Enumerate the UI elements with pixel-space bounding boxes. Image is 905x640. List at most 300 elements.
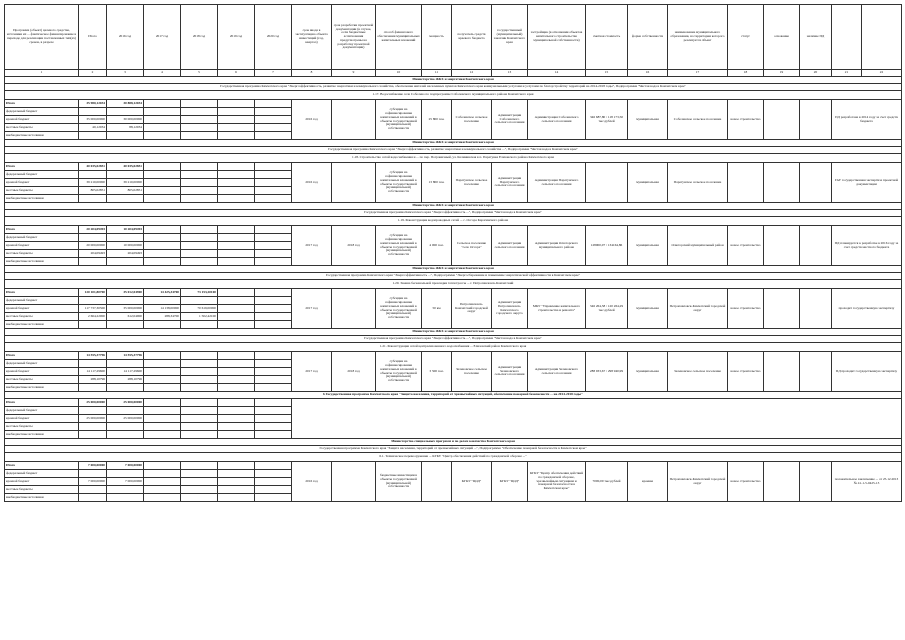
section-title-row xyxy=(5,140,902,147)
total-cell: 7 000,00000 xyxy=(79,478,107,486)
year-2018-cell: 1 502,42100 xyxy=(181,313,218,321)
year-2017-cell xyxy=(144,352,181,360)
year-2018-cell xyxy=(181,226,218,234)
year-2018-cell xyxy=(181,321,218,329)
financing-method-cell: субсидии на софинансирование капитальных вложений в объекты государственной (муниципальной) собственности xyxy=(376,226,422,266)
year-2018-cell xyxy=(181,132,218,140)
year-2019-cell xyxy=(218,470,255,478)
section-title: Министерство ЖКХ и энергетики Камчатского края xyxy=(5,329,902,336)
funding-source-label: краевой бюджет xyxy=(5,478,79,486)
column-number-cell: 5 xyxy=(181,70,218,77)
year-2018-cell xyxy=(181,250,218,258)
year-2019-cell xyxy=(218,108,255,116)
funding-source-label: местные бюджеты xyxy=(5,486,79,494)
year-2019-cell xyxy=(218,399,255,407)
total-cell: 20 204,09493 xyxy=(79,226,107,234)
year-2019-cell xyxy=(218,376,255,384)
municipality-cell: Олюторский муниципальный район xyxy=(668,226,728,266)
year-2018-cell xyxy=(181,352,218,360)
column-number-row xyxy=(5,70,902,77)
object-row xyxy=(5,343,902,352)
year-2016-cell: 30 888,12034 xyxy=(107,100,144,108)
funding-source-label: внебюджетные источники xyxy=(5,494,79,502)
year-2016-cell xyxy=(107,360,144,368)
year-2018-cell xyxy=(181,297,218,305)
commission-year-cell: 2017 год xyxy=(292,289,332,329)
year-2019-cell xyxy=(218,242,255,250)
year-2020-cell xyxy=(255,478,292,486)
funding-source-label: федеральный бюджет xyxy=(5,171,79,179)
total-cell: 35 000,00000 xyxy=(79,116,107,124)
design-period-cell xyxy=(332,289,376,329)
header-cell: застройщик (в отношении объектов капитального строительства муниципальной собственности) xyxy=(528,5,586,70)
year-2018-cell xyxy=(181,179,218,187)
funding-source-label: Итого xyxy=(5,462,79,470)
year-2020-cell xyxy=(255,494,292,502)
funding-source-label: федеральный бюджет xyxy=(5,470,79,478)
year-2018-cell xyxy=(181,384,218,392)
year-2017-cell xyxy=(144,478,181,486)
year-2020-cell xyxy=(255,163,292,171)
total-cell: 7 000,00000 xyxy=(79,462,107,470)
funding-source-label: внебюджетные источники xyxy=(5,321,79,329)
header-cell: Итого xyxy=(79,5,107,70)
year-2017-cell xyxy=(144,376,181,384)
year-2019-cell xyxy=(218,116,255,124)
column-number-cell: 8 xyxy=(292,70,332,77)
total-cell xyxy=(79,132,107,140)
funding-source-label: федеральный бюджет xyxy=(5,234,79,242)
section-title: Министерство ЖКХ и энергетики Камчатского края xyxy=(5,77,902,84)
year-2019-cell xyxy=(218,187,255,195)
year-2016-cell: 612,04900 xyxy=(107,313,144,321)
year-2016-cell xyxy=(107,384,144,392)
year-2020-cell xyxy=(255,226,292,234)
year-2017-cell xyxy=(144,486,181,494)
column-number-cell: 3 xyxy=(107,70,144,77)
blank-cell xyxy=(800,226,832,266)
header-cell: наименование муниципального образования, на территории которого реализуется объект xyxy=(668,5,728,70)
financing-method-cell: субсидии на софинансирование капитальных вложений в объекты государственной (муниципальной) собственности xyxy=(376,352,422,392)
year-2018-cell xyxy=(181,100,218,108)
year-2019-cell xyxy=(218,431,255,439)
year-2017-cell xyxy=(144,132,181,140)
year-2016-cell: 805,02851 xyxy=(107,187,144,195)
section-title-row xyxy=(5,329,902,336)
municipality-cell: Соболевское сельское поселение xyxy=(668,100,728,140)
object-title: 1.20. Замена бесканальной прокладки теплотрассы ... г. Петропавловск-Камчатский xyxy=(5,280,902,289)
column-number-cell: 4 xyxy=(144,70,181,77)
header-cell: 2018 год xyxy=(181,5,218,70)
blank-cell xyxy=(800,352,832,392)
header-cell xyxy=(832,5,862,70)
municipality-cell: Петропавловск-Камчатский городской округ xyxy=(668,289,728,329)
basis-cell xyxy=(764,352,800,392)
total-cell: 25 000,00000 xyxy=(79,399,107,407)
year-2020-cell xyxy=(255,116,292,124)
program-row xyxy=(5,84,902,91)
year-2019-cell xyxy=(218,234,255,242)
total-cell xyxy=(79,470,107,478)
column-number-cell: 21 xyxy=(832,70,862,77)
pd-cell: положительное заключение ... от 25.12.2013 № 41-1-5-0425-13 xyxy=(832,462,902,502)
year-2020-cell xyxy=(255,242,292,250)
funding-row xyxy=(5,289,902,297)
program-title: Государственная программа Камчатского края "Энергоэффективность ...", Подпрограмма "Энергосбережение и повышение энергетической эффективности в Камчатском крае" xyxy=(5,273,902,280)
year-2016-cell xyxy=(107,108,144,116)
program-title: Государственная программа Камчатского края "Энергоэффективность ...", Подпрограмма "Чистая вода в Камчатском крае" xyxy=(5,336,902,343)
year-2017-cell xyxy=(144,321,181,329)
year-2020-cell xyxy=(255,462,292,470)
year-2020-cell xyxy=(255,415,292,423)
funding-source-label: краевой бюджет xyxy=(5,368,79,376)
total-cell: 39 210,00000 xyxy=(79,179,107,187)
object-title: 1.18. Строительство сетей водоснабжения и ... по пер. Пограничный, ул. Калининская в п. Паратунка Елизовского района Камчатского края xyxy=(5,154,902,163)
year-2019-cell xyxy=(218,124,255,132)
header-cell: срок разработки проектной документации (в случае, если бюджетные ассигнования предусмотрены на разработку проектной документации) xyxy=(332,5,376,70)
year-2020-cell xyxy=(255,486,292,494)
estimate-cell: 346 687,80 / 118 173,50 тыс.рублей xyxy=(586,100,628,140)
pd-cell: проходит государственную экспертизу xyxy=(832,289,902,329)
year-2020-cell xyxy=(255,360,292,368)
section-title-row xyxy=(5,266,902,273)
program-title: Государственная программа Камчатского края "Защита населения, территорий от чрезвычайных ситуаций ...", Подпрограмма "Обеспечение пожарной безопасности в Камчатском крае" xyxy=(5,446,902,453)
program-row xyxy=(5,446,902,453)
year-2019-cell xyxy=(218,478,255,486)
recipient-cell: Сельское поселение "село Оссора" xyxy=(452,226,492,266)
total-cell xyxy=(79,431,107,439)
year-2020-cell xyxy=(255,250,292,258)
year-2016-cell: 30 000,00000 xyxy=(107,116,144,124)
total-cell xyxy=(79,494,107,502)
year-2019-cell xyxy=(218,486,255,494)
column-number-cell: 2 xyxy=(79,70,107,77)
funding-source-label: внебюджетные источники xyxy=(5,384,79,392)
funding-source-label: Итого xyxy=(5,163,79,171)
header-cell: 2020 год xyxy=(255,5,292,70)
developer-cell: Администрация Соболевского сельского поселения xyxy=(528,100,586,140)
year-2018-cell xyxy=(181,415,218,423)
program-title: Государственная программа Камчатского края "Энергоэффективность, развитие энергетики и коммунального хозяйства ...", Подпрограмма "Чистая вода в Камчатском крае" xyxy=(5,147,902,154)
year-2016-cell: 204,09493 xyxy=(107,250,144,258)
year-2020-cell xyxy=(255,171,292,179)
pd-cell: ПД проходит государственную экспертизу xyxy=(832,352,902,392)
funding-source-label: Итого xyxy=(5,100,79,108)
status-cell: новое строительство xyxy=(728,352,764,392)
recipient-cell: Паратунское сельское поселение xyxy=(452,163,492,203)
header-cell: получатель средств краевого бюджета xyxy=(452,5,492,70)
object-row xyxy=(5,217,902,226)
year-2017-cell xyxy=(144,100,181,108)
year-2016-cell: 14 555,37796 xyxy=(107,352,144,360)
year-2016-cell: 35 012,04900 xyxy=(107,289,144,297)
year-2018-cell xyxy=(181,486,218,494)
object-row xyxy=(5,91,902,100)
year-2018-cell xyxy=(181,234,218,242)
funding-source-label: местные бюджеты xyxy=(5,423,79,431)
funding-source-label: Итого xyxy=(5,352,79,360)
financing-method-cell: субсидии на софинансирование капитальных вложений в объекты государственной (муниципальной) собственности xyxy=(376,163,422,203)
funding-row xyxy=(5,100,902,108)
funding-row xyxy=(5,462,902,470)
year-2017-cell: 14 425,34700 xyxy=(144,289,181,297)
year-2020-cell xyxy=(255,376,292,384)
year-2017-cell xyxy=(144,423,181,431)
capacity-cell: 4 000 п.м. xyxy=(422,226,452,266)
year-2020-cell xyxy=(255,297,292,305)
year-2016-cell: 288,10796 xyxy=(107,376,144,384)
funding-source-label: краевой бюджет xyxy=(5,415,79,423)
program-row xyxy=(5,147,902,154)
section-title-row xyxy=(5,392,902,399)
year-2016-cell: 35 000,00000 xyxy=(107,305,144,313)
year-2019-cell xyxy=(218,100,255,108)
developer-cell: Администрация Олюторского муниципального района xyxy=(528,226,586,266)
recipient-cell: Зеленовское сельское поселение xyxy=(452,352,492,392)
ownership-cell: муниципальная xyxy=(628,289,668,329)
year-2017-cell: 14 138,00000 xyxy=(144,305,181,313)
funding-source-label: краевой бюджет xyxy=(5,242,79,250)
year-2016-cell xyxy=(107,195,144,203)
year-2018-cell xyxy=(181,399,218,407)
design-period-cell xyxy=(332,100,376,140)
column-number-cell: 20 xyxy=(800,70,832,77)
year-2019-cell xyxy=(218,368,255,376)
year-2020-cell xyxy=(255,321,292,329)
year-2019-cell xyxy=(218,258,255,266)
pd-cell: ПД разработана в 2014 году за счет средств бюджета xyxy=(832,100,902,140)
object-title: 1.19. Реконструкция водопроводных сетей ... с. Оссора Карагинского района xyxy=(5,217,902,226)
recipient-cell: Петропавловск-Камчатский городской округ xyxy=(452,289,492,329)
year-2017-cell xyxy=(144,124,181,132)
year-2020-cell xyxy=(255,470,292,478)
header-cell: основание xyxy=(764,5,800,70)
year-2020-cell xyxy=(255,132,292,140)
year-2016-cell xyxy=(107,423,144,431)
total-cell xyxy=(79,297,107,305)
funding-source-label: федеральный бюджет xyxy=(5,360,79,368)
funding-source-label: местные бюджеты xyxy=(5,313,79,321)
funding-row xyxy=(5,226,902,234)
municipality-cell: Паратунское сельское поселение xyxy=(668,163,728,203)
customer-cell: Администрация Зеленовского сельского поселения xyxy=(492,352,528,392)
capacity-cell: 13 800 п.м. xyxy=(422,163,452,203)
year-2017-cell xyxy=(144,407,181,415)
year-2019-cell xyxy=(218,423,255,431)
funding-source-label: местные бюджеты xyxy=(5,124,79,132)
funding-source-label: внебюджетные источники xyxy=(5,132,79,140)
header-cell: 2019 год xyxy=(218,5,255,70)
status-cell: новое строительство xyxy=(728,100,764,140)
total-cell: 120 101,80700 xyxy=(79,289,107,297)
column-number-cell: 10 xyxy=(376,70,422,77)
year-2019-cell xyxy=(218,195,255,203)
year-2018-cell xyxy=(181,494,218,502)
total-cell: 204,09493 xyxy=(79,250,107,258)
total-cell xyxy=(79,171,107,179)
recipient-cell: Соболевское сельское поселение xyxy=(452,100,492,140)
column-number-cell: 15 xyxy=(586,70,628,77)
year-2016-cell xyxy=(107,258,144,266)
blank-cell xyxy=(800,462,832,502)
year-2017-cell xyxy=(144,494,181,502)
header-cell: статус xyxy=(728,5,764,70)
customer-cell: Администрация сельского поселения xyxy=(492,226,528,266)
year-2016-cell: 25 000,00000 xyxy=(107,415,144,423)
commission-year-cell: 2016 год xyxy=(292,163,332,203)
object-row xyxy=(5,280,902,289)
recipient-cell: КГКУ "ЦОД" xyxy=(452,462,492,502)
total-cell xyxy=(79,195,107,203)
object-title: 6.1. Техническое перевооружение ... КГКУ "Центр обеспечения действий по гражданской обороне ..." xyxy=(5,453,902,462)
year-2016-cell: 14 117,29600 xyxy=(107,368,144,376)
basis-cell xyxy=(764,462,800,502)
commission-year-cell: 2016 год xyxy=(292,100,332,140)
total-cell: 20 000,00000 xyxy=(79,242,107,250)
year-2019-cell xyxy=(218,132,255,140)
year-2017-cell xyxy=(144,399,181,407)
basis-cell xyxy=(764,289,800,329)
year-2018-cell xyxy=(181,360,218,368)
header-cell: государственный (муниципальный) заказчик Камчатского края xyxy=(492,5,528,70)
year-2020-cell xyxy=(255,431,292,439)
year-2017-cell xyxy=(144,163,181,171)
funding-source-label: краевой бюджет xyxy=(5,305,79,313)
total-cell xyxy=(79,407,107,415)
year-2019-cell xyxy=(218,289,255,297)
year-2016-cell xyxy=(107,321,144,329)
object-title: 1.21. Реконструкция сетей централизованного водоснабжения ... Елизовский район Камчатского края xyxy=(5,343,902,352)
estimate-cell: 288 933,67 / 298 940,99 xyxy=(586,352,628,392)
funding-source-label: внебюджетные источники xyxy=(5,195,79,203)
funding-source-label: федеральный бюджет xyxy=(5,108,79,116)
program-title: Государственная программа Камчатского края "Энергоэффективность, развитие энергетики и коммунального хозяйства, обеспечение жителей населенных пунктов Камчатского края коммунальными услугами и услугами по благоустройству территорий на 2014-2018 годы", Подпрограмма "Чистая вода в Камчатском крае" xyxy=(5,84,902,91)
section-title-row xyxy=(5,439,902,446)
municipality-cell: Зеленовское сельское поселение xyxy=(668,352,728,392)
status-cell: новое строительство xyxy=(728,462,764,502)
funding-source-label: внебюджетные источники xyxy=(5,258,79,266)
year-2019-cell xyxy=(218,360,255,368)
funding-row xyxy=(5,352,902,360)
estimate-cell: 128000,07 / 134164,86 xyxy=(586,226,628,266)
year-2016-cell: 39 210,00000 xyxy=(107,179,144,187)
funding-source-label: Итого xyxy=(5,289,79,297)
year-2017-cell xyxy=(144,470,181,478)
total-cell xyxy=(79,108,107,116)
header-cell: срок ввода в эксплуатацию объекта инвестиций (год, квартал) xyxy=(292,5,332,70)
year-2020-cell xyxy=(255,124,292,132)
object-title: 1.17. Водоснабжение села Соболево по подпрограмме Соболевского муниципального района Камчатского края xyxy=(5,91,902,100)
year-2017-cell xyxy=(144,116,181,124)
year-2018-cell xyxy=(181,407,218,415)
year-2018-cell xyxy=(181,376,218,384)
header-cell: Программа (объект) целевого средства, источники их ... фактическое финансирование в переходе для реализации поставленных тип(ах) сроков, в разрезе xyxy=(5,5,79,70)
total-cell: 14 555,37796 xyxy=(79,352,107,360)
column-number-cell: 17 xyxy=(668,70,728,77)
header-cell: сметная стоимость xyxy=(586,5,628,70)
ownership-cell: муниципальная xyxy=(628,100,668,140)
year-2017-cell xyxy=(144,462,181,470)
program-row xyxy=(5,273,902,280)
pd-cell: ПД планируется к разработке в 2016 году за счет средств местного бюджета xyxy=(832,226,902,266)
total-cell: 14 117,29600 xyxy=(79,368,107,376)
year-2016-cell xyxy=(107,234,144,242)
column-number-cell: 1 xyxy=(5,70,79,77)
blank-cell xyxy=(292,399,902,439)
status-cell: новое строительство xyxy=(728,226,764,266)
section-title: Министерство ЖКХ и энергетики Камчатского края xyxy=(5,266,902,273)
year-2016-cell: 7 000,00000 xyxy=(107,462,144,470)
object-row xyxy=(5,453,902,462)
year-2019-cell xyxy=(218,305,255,313)
column-number-cell: 18 xyxy=(728,70,764,77)
year-2016-cell: 88,12034 xyxy=(107,124,144,132)
design-period-cell: 2018 год xyxy=(332,352,376,392)
total-cell: 2 664,22000 xyxy=(79,313,107,321)
section-title: Министерство ЖКХ и энергетики Камчатского края xyxy=(5,140,902,147)
column-number-cell: 9 xyxy=(332,70,376,77)
funding-source-label: местные бюджеты xyxy=(5,250,79,258)
section-title-row xyxy=(5,203,902,210)
funding-source-label: федеральный бюджет xyxy=(5,407,79,415)
year-2019-cell xyxy=(218,352,255,360)
design-period-cell xyxy=(332,163,376,203)
header-cell: 2017 год xyxy=(144,5,181,70)
total-cell xyxy=(79,258,107,266)
column-number-cell: 19 xyxy=(764,70,800,77)
year-2019-cell xyxy=(218,313,255,321)
year-2020-cell xyxy=(255,234,292,242)
year-2020-cell xyxy=(255,368,292,376)
design-period-cell: 2018 год xyxy=(332,226,376,266)
year-2018-cell xyxy=(181,116,218,124)
estimate-cell: 346 264,38 / 120 264,29 тыс.рублей xyxy=(586,289,628,329)
year-2016-cell: 10 204,09493 xyxy=(107,226,144,234)
year-2020-cell xyxy=(255,258,292,266)
year-2018-cell xyxy=(181,163,218,171)
year-2020-cell xyxy=(255,100,292,108)
object-row xyxy=(5,154,902,163)
funding-source-label: федеральный бюджет xyxy=(5,297,79,305)
year-2018-cell xyxy=(181,195,218,203)
year-2017-cell xyxy=(144,258,181,266)
year-2020-cell xyxy=(255,423,292,431)
section-title-row xyxy=(5,77,902,84)
year-2017-cell xyxy=(144,171,181,179)
column-number-cell: 13 xyxy=(492,70,528,77)
year-2020-cell xyxy=(255,399,292,407)
total-cell xyxy=(79,384,107,392)
funding-source-label: краевой бюджет xyxy=(5,116,79,124)
customer-cell: Администрация Петропавловск-Камчатского городского округа xyxy=(492,289,528,329)
total-cell: 40 035,02851 xyxy=(79,163,107,171)
year-2017-cell xyxy=(144,415,181,423)
year-2019-cell xyxy=(218,462,255,470)
capacity-cell: 25 800 п.м. xyxy=(422,100,452,140)
developer-cell: МКУ "Управление капитального строительства и ремонта" xyxy=(528,289,586,329)
year-2017-cell xyxy=(144,195,181,203)
year-2019-cell xyxy=(218,415,255,423)
developer-cell: Администрация Паратунского сельского поселения xyxy=(528,163,586,203)
year-2017-cell xyxy=(144,384,181,392)
year-2020-cell xyxy=(255,352,292,360)
funding-source-label: Итого xyxy=(5,226,79,234)
blank-cell xyxy=(800,100,832,140)
column-number-cell: 6 xyxy=(218,70,255,77)
year-2019-cell xyxy=(218,163,255,171)
ownership-cell: муниципальная xyxy=(628,226,668,266)
year-2019-cell xyxy=(218,179,255,187)
